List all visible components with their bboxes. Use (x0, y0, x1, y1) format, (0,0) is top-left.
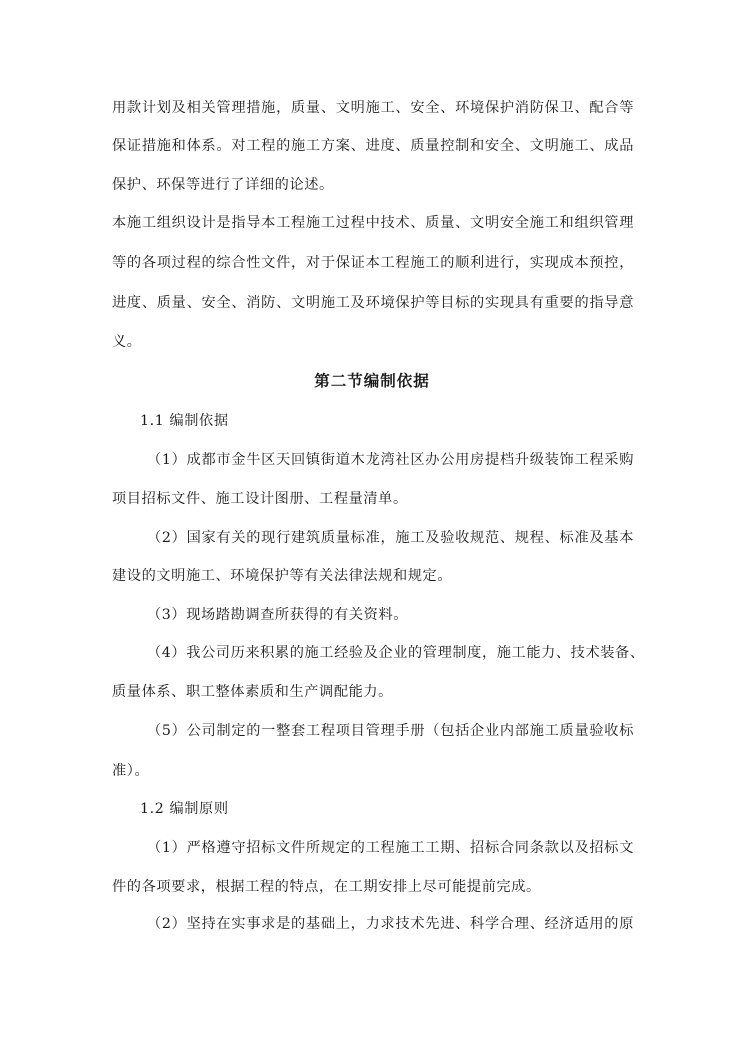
principle-item-line: （2）坚持在实事求是的基础上，力求技术先进、科学合理、经济适用的原 (147, 916, 634, 932)
paragraph-line: 进度、质量、安全、消防、文明施工及环境保护等目标的实现具有重要的指导意 (112, 295, 634, 311)
basis-item-line: （2）国家有关的现行建筑质量标准，施工及验收规范、规程、标准及基本 (147, 530, 634, 546)
basis-item-line: 准）。 (112, 763, 150, 779)
principle-item-line: 件的各项要求，根据工程的特点，在工期安排上尽可能提前完成。 (112, 879, 541, 895)
paragraph-line: 保证措施和体系。对工程的施工方案、进度、质量控制和安全、文明施工、成品 (112, 138, 634, 154)
basis-item-line: （3）现场踏勘调查所获得的有关资料。 (147, 607, 409, 623)
paragraph-line: 义。 (112, 334, 142, 350)
section-title: 第二节编制依据 (314, 371, 430, 390)
basis-item-line: 项目招标文件、施工设计图册、工程量清单。 (112, 491, 408, 507)
paragraph-line: 本施工组织设计是指导本工程施工过程中技术、质量、文明安全施工和组织管理 (112, 215, 634, 231)
basis-item-line: 质量体系、职工整体素质和生产调配能力。 (112, 684, 393, 700)
basis-item-line: （5）公司制定的一整套工程项目管理手册（包括企业内部施工质量验收标 (147, 723, 634, 739)
basis-item-line: 建设的文明施工、环境保护等有关法律法规和规定。 (112, 568, 453, 584)
basis-item-line: （4）我公司历来积累的施工经验及企业的管理制度，施工能力、技术装备、 (147, 645, 645, 661)
paragraph-line: 用款计划及相关管理措施，质量、文明施工、安全、环境保护消防保卫、配合等 (112, 100, 634, 116)
principle-item-line: （1）严格遵守招标文件所规定的工程施工工期、招标合同条款以及招标文 (147, 840, 634, 856)
basis-item-line: （1）成都市金牛区天回镇街道木龙湾社区办公用房提档升级装饰工程采购 (147, 452, 634, 468)
paragraph-line: 等的各项过程的综合性文件，对于保证本工程施工的顺利进行，实现成本预控， (112, 255, 634, 271)
subsection-heading-basis: 1.1 编制依据 (140, 413, 229, 429)
paragraph-line: 保护、环保等进行了详细的论述。 (112, 177, 334, 193)
subsection-heading-principles: 1.2 编制原则 (140, 801, 229, 817)
